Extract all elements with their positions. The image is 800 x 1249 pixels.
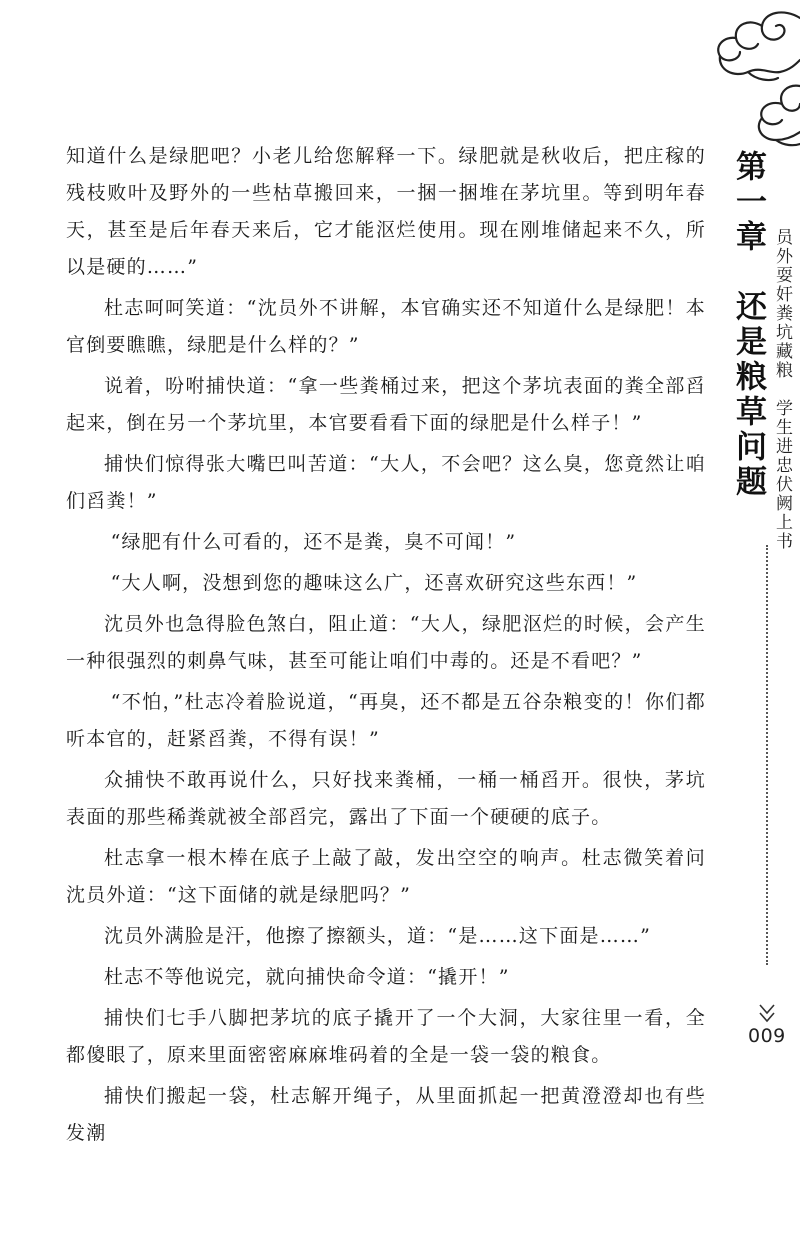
paragraph: “大人啊，没想到您的趣味这么广，还喜欢研究这些东西！” [110,572,638,594]
paragraph: “不怕，”杜志冷着脸说道，“再臭，还不都是五谷杂粮变的！你们都听本官的，赶紧舀粪，不得有误！” [66,691,706,750]
paragraph: “绿肥有什么可看的，还不是粪，臭不可闻！” [110,531,517,553]
paragraph: 众捕快不敢再说什么，只好找来粪桶，一桶一桶舀开。很快，茅坑表面的那些稀粪就被全部舀完，露出了下面一个硬硬的底子。 [66,769,706,828]
cloud-ornament-icon [700,0,800,150]
chapter-title: 第一章 还是粮草问题 [730,150,766,500]
double-chevron-down-icon [757,1003,777,1025]
dotted-divider [766,545,768,965]
paragraph: 捕快们惊得张大嘴巴叫苦道：“大人，不会吧？这么臭，您竟然让咱们舀粪！” [66,453,706,512]
paragraph: 知道什么是绿肥吧？小老儿给您解释一下。绿肥就是秋收后，把庄稼的残枝败叶及野外的一些枯草搬回来，一捆一捆堆在茅坑里。等到明年春天，甚至是后年春天来后，它才能沤烂使用。现在刚堆储起来不久，所以是硬的……” [66,145,706,278]
page-number: 009 [748,1025,786,1047]
paragraph: 说着，吩咐捕快道：“拿一些粪桶过来，把这个茅坑表面的粪全部舀起来，倒在另一个茅坑里，本官要看看下面的绿肥是什么样子！” [66,375,706,434]
body-text [66,138,706,1156]
paragraph: 杜志不等他说完，就向捕快命令道：“撬开！” [104,966,510,988]
chapter-header [727,150,797,1010]
paragraph: 捕快们搬起一袋，杜志解开绳子，从里面抓起一把黄澄澄却也有些发潮 [66,1085,706,1144]
paragraph: 沈员外满脸是汗，他擦了擦额头，道：“是……这下面是……” [104,925,652,947]
paragraph: 沈员外也急得脸色煞白，阻止道：“大人，绿肥沤烂的时候，会产生一种很强烈的刺鼻气味，甚至可能让咱们中毒的。还是不看吧？” [66,613,706,672]
chapter-subtitle: 员外耍奸粪坑藏粮 学生进忠伏阙上书 [772,228,792,551]
paragraph: 捕快们七手八脚把茅坑的底子撬开了一个大洞，大家往里一看，全都傻眼了，原来里面密密麻麻堆码着的全是一袋一袋的粮食。 [66,1007,706,1066]
paragraph: 杜志拿一根木棒在底子上敲了敲，发出空空的响声。杜志微笑着问沈员外道：“这下面储的就是绿肥吗？” [66,847,706,906]
paragraph: 杜志呵呵笑道：“沈员外不讲解，本官确实还不知道什么是绿肥！本官倒要瞧瞧，绿肥是什么样的？” [66,297,706,356]
